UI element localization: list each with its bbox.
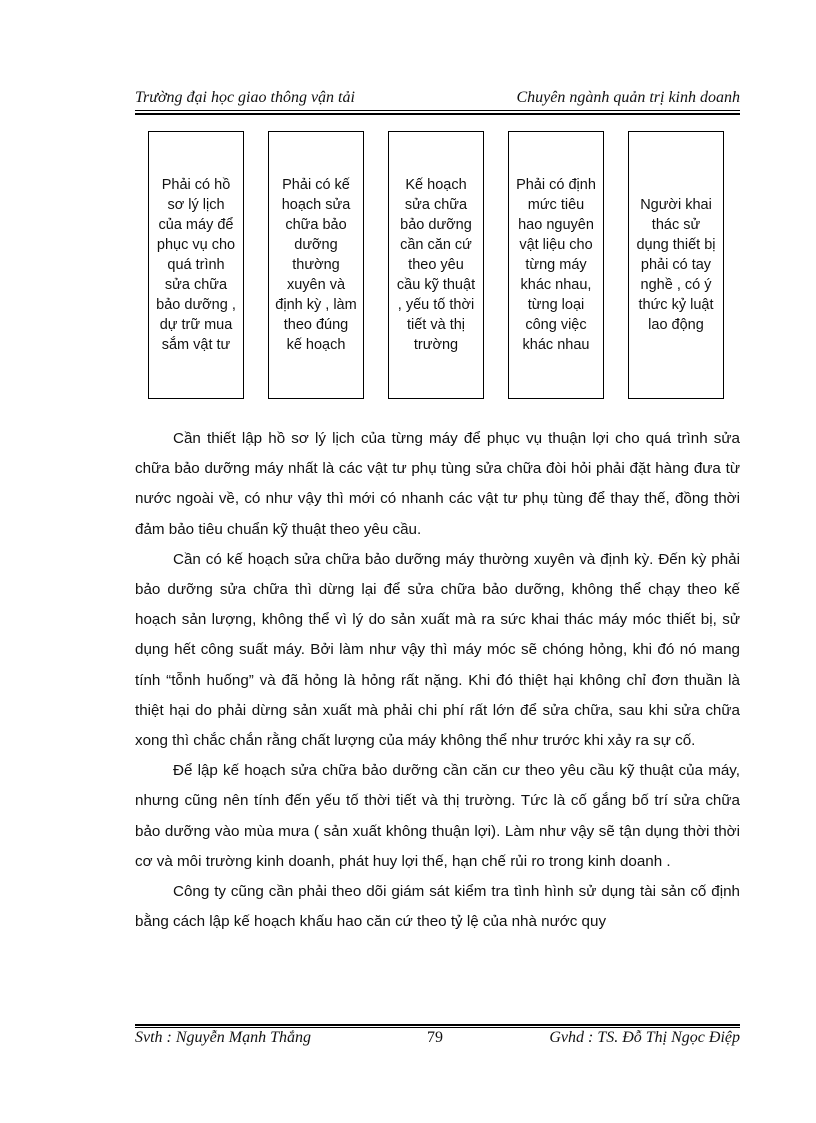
page-number: 79 xyxy=(427,1029,443,1046)
requirement-box-text: Phải có kế hoạch sửa chữa bảo dưỡng thường xuyên và định kỳ , làm theo đúng kế hoạch xyxy=(275,177,357,353)
header-major: Chuyên ngành quản trị kinh doanh xyxy=(516,89,740,106)
requirement-box-text: Phải có định mức tiêu hao nguyên vật liệu cho từng máy khác nhau, từng loại công việc khác nhau xyxy=(516,177,596,353)
footer-student: Svth : Nguyễn Mạnh Thắng xyxy=(135,1029,311,1046)
page-footer xyxy=(135,1029,740,1049)
paragraph: Cần thiết lập hồ sơ lý lịch của từng máy để phục vụ thuận lợi cho quá trình sửa chữa bảo dưỡng máy nhất là các vật tư phụ tùng sửa chữa đòi hỏi phải đặt hàng đưa từ nước ngoài về, có như vậy thì mới có nhanh các vật tư phụ tùng để thay thế, đồng thời đảm bảo tiêu chuẩn kỹ thuật theo yêu cầu. xyxy=(135,430,740,538)
footer-supervisor: Gvhd : TS. Đỗ Thị Ngọc Điệp xyxy=(549,1029,740,1046)
requirement-box-2 xyxy=(268,131,364,399)
header-rule xyxy=(135,110,740,115)
paragraph: Công ty cũng cần phải theo dõi giám sát kiểm tra tình hình sử dụng tài sản cố định bằng cách lập kế hoạch khấu hao căn cứ theo tỷ lệ của nhà nước quy xyxy=(135,883,740,931)
requirement-box-text: Người khai thác sử dụng thiết bị phải có tay nghề , có ý thức kỷ luật lao động xyxy=(636,197,716,333)
requirement-box-5 xyxy=(628,131,724,399)
body-text xyxy=(135,424,740,937)
paragraph: Để lập kế hoạch sửa chữa bảo dưỡng cần căn cư theo yêu cầu kỹ thuật của máy, nhưng cũng nên tính đến yếu tố thời tiết và thị trường. Tức là cố gắng bố trí sửa chữa bảo dưỡng vào mùa mưa ( sản xuất không thuận lợi). Làm như vậy sẽ tận dụng thời thời cơ và môi trường kinh doanh, phát huy lợi thế, hạn chế rủi ro trong kinh doanh . xyxy=(135,762,740,870)
requirement-box-1 xyxy=(148,131,244,399)
requirement-box-4 xyxy=(508,131,604,399)
requirement-box-3 xyxy=(388,131,484,399)
header-university: Trường đại học giao thông vận tải xyxy=(135,89,355,106)
requirement-box-text: Phải có hồ sơ lý lịch của máy để phục vụ cho quá trình sửa chữa bảo dưỡng , dự trữ mua sắm vật tư xyxy=(156,177,236,353)
requirement-box-text: Kế hoạch sửa chữa bảo dưỡng cần căn cứ theo yêu cầu kỹ thuật , yếu tố thời tiết và thị trường xyxy=(396,177,476,353)
page-header xyxy=(135,89,740,109)
paragraph: Cần có kế hoạch sửa chữa bảo dưỡng máy thường xuyên và định kỳ. Đến kỳ phải bảo dưỡng sửa chữa thì dừng lại để sửa chữa bảo dưỡng, không thể chạy theo kế hoạch sản lượng, không thể vì lý do sản xuất mà ra sức khai thác máy móc thiết bị, sử dụng hết công suất máy. Bởi làm như vậy thì máy móc sẽ chóng hỏng, khi đó nó mang tính “tỗnh huống” và đã hỏng là hỏng rất nặng. Khi đó thiệt hại không chỉ đơn thuần là thiệt hại do phải dừng sản xuất mà phải chi phí rất lớn để sửa chữa, sau khi sửa chữa xong thì chắc chắn rằng chất lượng của máy không thể như trước khi xảy ra sự cố. xyxy=(135,550,740,750)
footer-rule xyxy=(135,1024,740,1028)
